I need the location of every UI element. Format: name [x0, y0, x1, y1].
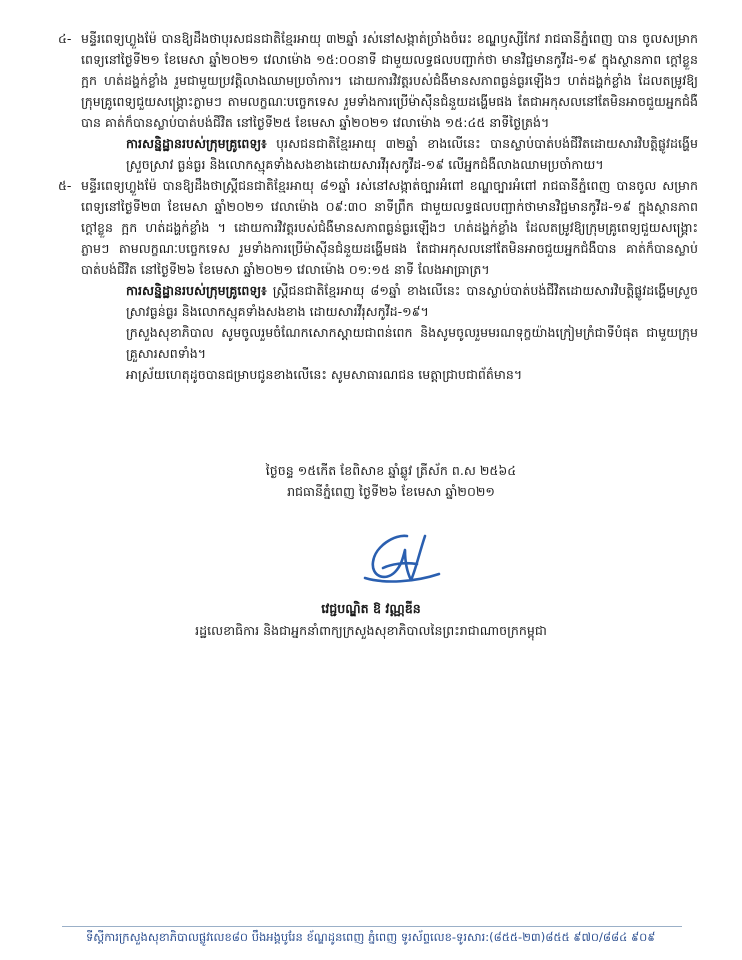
date-block — [0, 460, 742, 502]
diagnosis-lead: ការសន្និដ្ឋានរបស់ក្រុមគ្រូពេទ្យ៖ — [126, 136, 267, 151]
condolence-paragraph: ក្រសួងសុខាភិបាល សូមចូលរួមចំណែកសោកស្ដាយជាពន់ពេក និងសូមចូលរួមមរណទុក្ខយ៉ាងក្រៀមក្រំជាទីបំផុត ជាមួយក្រុមគ្រួសារសពទាំង។ — [126, 325, 698, 361]
case-diagnosis — [58, 133, 698, 175]
diagnosis-text: បុរសជនជាតិខ្មែរអាយុ ៣២ឆ្នាំ ខាងលើនេះ បានស្លាប់បាត់បង់ជីវិតដោយសារវិបត្តិផ្លូវដង្ហើមស្រួចស្រាវ ធ្ងន់ធ្ងរ និងលោកស្មុគទាំងសងខាងដោយសារវីរុសកូវីដ-១៩ លើអ្នកជំងឺលាងឈាមប្រចាំកាយ។ — [126, 136, 698, 172]
item-number: ៤- — [58, 31, 72, 46]
case-diagnosis — [58, 280, 698, 322]
signer-name: វេជ្ជបណ្ឌិត ឱ វណ្ណឌីន — [321, 601, 421, 616]
item-number: ៥- — [58, 178, 72, 193]
document-body — [58, 28, 698, 385]
signer-block — [0, 598, 742, 642]
signature-image — [355, 528, 445, 590]
case-item-4 — [58, 28, 698, 133]
closing-paragraph: អាស្រ័យហេតុដូចបានជម្រាបជូនខាងលើនេះ សូមសាធារណជន មេត្តាជ្រាបជាព័ត៌មាន។ — [126, 367, 523, 382]
diagnosis-text: ស្ត្រីជនជាតិខ្មែរអាយុ ៨១ឆ្នាំ ខាងលើនេះ បានស្លាប់បាត់បង់ជីវិតដោយសារវិបត្តិផ្លូវដង្ហើមស្រួចស្រាវធ្ងន់ធ្ងរ និងលោកស្មុគទាំងសងខាង ដោយសារវីរុសកូវីដ-១៩។ — [126, 283, 698, 319]
footer-divider — [62, 926, 682, 927]
signer-title: រដ្ឋលេខាធិការ និងជាអ្នកនាំពាក្យក្រសួងសុខាភិបាលនៃព្រះរាជាណាចក្រកម្ពុជា — [195, 623, 547, 638]
diagnosis-lead: ការសន្និដ្ឋានរបស់ក្រុមគ្រូពេទ្យ៖ — [126, 283, 267, 298]
footer-address: ទីស្ដីការក្រសួងសុខាភិបាលផ្លូវលេខ៨០ បឹងអង្គបូរែន ខ័ណ្ឌដូនពេញ ភ្នំពេញ ទូរស័ព្ទលេខ-ទូរសារ:(៨៥៥-២៣)៨៥៥ ៩៧០/៨៨៤ ៩០៩ — [86, 930, 656, 944]
solar-date: រាជធានីភ្នំពេញ ថ្ងៃទី២៦ ខែមេសា ឆ្នាំ២០២១ — [287, 484, 495, 499]
lunar-date: ថ្ងៃចន្ទ ១៥កើត ខែពិសាខ ឆ្នាំឆ្លូវ ត្រីស័ក ព.ស ២៥៦៤ — [265, 463, 517, 478]
case-description: មន្ទីរពេទ្យហ្លួងម៉ែ បានឱ្យដឹងថាស្ត្រីជនជាតិខ្មែរអាយុ ៨១ឆ្នាំ រស់នៅសង្កាត់ច្បារអំពៅ ខណ្ឌច្បារអំពៅ រាជធានីភ្នំពេញ បានចូល សម្រាកពេទ្យនៅថ្ងៃទី២៣ ខែមេសា ឆ្នាំ២០២១ វេលាម៉ោង ០៩:៣០ នាទីព្រឹក ជាមួយលទ្ធផលបញ្ជាក់ថាមានវិជ្ជមានកូវីដ-១៩ ក្នុងស្ថានភាព ក្ដៅខ្លួន ក្អក ហត់ដង្ហក់ខ្លាំង ។ ដោយការវិវត្តរបស់ជំងឺមានសភាពធ្ងន់ធ្ងរឡើងៗ ហត់ដង្ហក់ខ្លាំង ដែលតម្រូវឱ្យក្រុមគ្រូពេទ្យជួយសង្គ្រោះភ្លាមៗ តាមលក្ខណៈបច្ចេកទេស រួមទាំងការប្រើម៉ាស៊ីនជំនួយដង្ហើមផង តែជាអកុសលនៅតែមិនអាចជួយអ្នកជំងឺបាន គាត់ក៏បានស្លាប់បាត់បង់ជីវិត នៅថ្ងៃទី២៦ ខែមេសា ឆ្នាំ២០២១ វេលាម៉ោង ០១:១៥ នាទី លែងអាធ្រាត្រ។ — [81, 178, 698, 277]
case-item-5 — [58, 175, 698, 280]
case-description: មន្ទីរពេទ្យហ្លួងម៉ែ បានឱ្យដឹងថាបុរសជនជាតិខ្មែរអាយុ ៣២ឆ្នាំ រស់នៅសង្កាត់ច្រាំងចំរេះ ខណ្ឌឫស្សីកែវ រាជធានីភ្នំពេញ បាន ចូលសម្រាកពេទ្យនៅថ្ងៃទី២១ ខែមេសា ឆ្នាំ២០២១ វេលាម៉ោង ១៥:០០នាទី ជាមួយលទ្ធផលបញ្ជាក់ថា មានវិជ្ជមានកូវីដ-១៩ ក្នុងស្ថានភាព ក្ដៅខ្លួន ក្អក ហត់ដង្ហក់ខ្លាំង រួមជាមួយប្រវត្តិលាងឈាមប្រចាំការ។ ដោយការវិវត្តរបស់ជំងឺមានសភាពធ្ងន់ធ្ងរឡើងៗ ហត់ដង្ហក់ខ្លាំង ដែលតម្រូវឱ្យក្រុមគ្រូពេទ្យជួយសង្គ្រោះភ្លាមៗ តាមលក្ខណៈបច្ចេកទេស រួមទាំងការប្រើម៉ាស៊ីនជំនួយដង្ហើមផង តែជាអកុសលនៅតែមិនអាចជួយអ្នកជំងឺបាន គាត់ក៏បានស្លាប់បាត់បង់ជីវិត នៅថ្ងៃទី២៥ ខែមេសា ឆ្នាំ២០២១ វេលាម៉ោង ១៥:៤៥ នាទីថ្ងៃត្រង់។ — [81, 31, 698, 130]
